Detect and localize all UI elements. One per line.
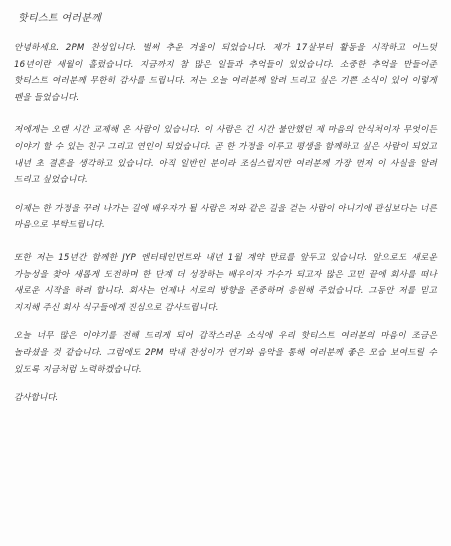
letter-paragraph-3: 이제는 한 가정을 꾸려 나가는 길에 배우자가 될 사람은 저와 같은 길을 걷는 사람이 아니기에 관심보다는 너른 마음으로 부탁드립니다. xyxy=(14,203,437,231)
letter-paragraph-5: 오늘 너무 많은 이야기를 전해 드리게 되어 갑작스러운 소식에 우리 핫티스트 여러분의 마음이 조금은 놀라셨을 것 같습니다. 그럼에도 2PM 막내 찬성이가 연기와 음악을 통해 여러분께 좋은 모습 보여드릴 수 있도록 지금처럼 노력하겠습니다. xyxy=(14,331,437,375)
letter-closing: 감사합니다. xyxy=(14,393,59,404)
letter-heading: 핫티스트 여러분께 xyxy=(18,13,102,24)
letter-paragraph-1: 안녕하세요. 2PM 찬성입니다. 벌써 추운 겨울이 되었습니다. 제가 17살부터 활동을 시작하고 어느덧 16년이란 세월이 흘렀습니다. 지금까지 참 많은 일들과 추억들이 있었습니다. 소중한 추억을 만들어준 핫티스트 여러분께 무한히 감사를 드립니다. 저는 오늘 여러분께 알려 드리고 싶은 기쁜 소식이 있어 이렇게 펜을 들었습니다. xyxy=(14,43,437,103)
letter-paragraph-2: 저에게는 오랜 시간 교제해 온 사람이 있습니다. 이 사람은 긴 시간 불안했던 제 마음의 안식처이자 무엇이든 이야기 할 수 있는 친구 그리고 연인이 되었습니다. 곧 한 가정을 이루고 평생을 함께하고 싶은 사람이 되었고 내년 초 결혼을 생각하고 있습니다. 아직 일반인 분이라 조심스럽지만 여러분께 가장 먼저 이 사실을 알려 드리고 싶었습니다. xyxy=(14,125,437,186)
letter-paragraph-4: 또한 저는 15년간 함께한 JYP 엔터테인먼트와 내년 1월 계약 만료를 앞두고 있습니다. 앞으로도 새로운 가능성을 찾아 새롭게 도전하며 한 단계 더 성장하는 배우이자 가수가 되고자 많은 고민 끝에 회사를 떠나 새로운 시작을 하려 합니다. 회사는 언제나 서로의 방향을 존중하며 응원해 주었습니다. 그동안 저를 믿고 지지해 주신 회사 식구들에게 진심으로 감사드립니다. xyxy=(14,252,437,313)
